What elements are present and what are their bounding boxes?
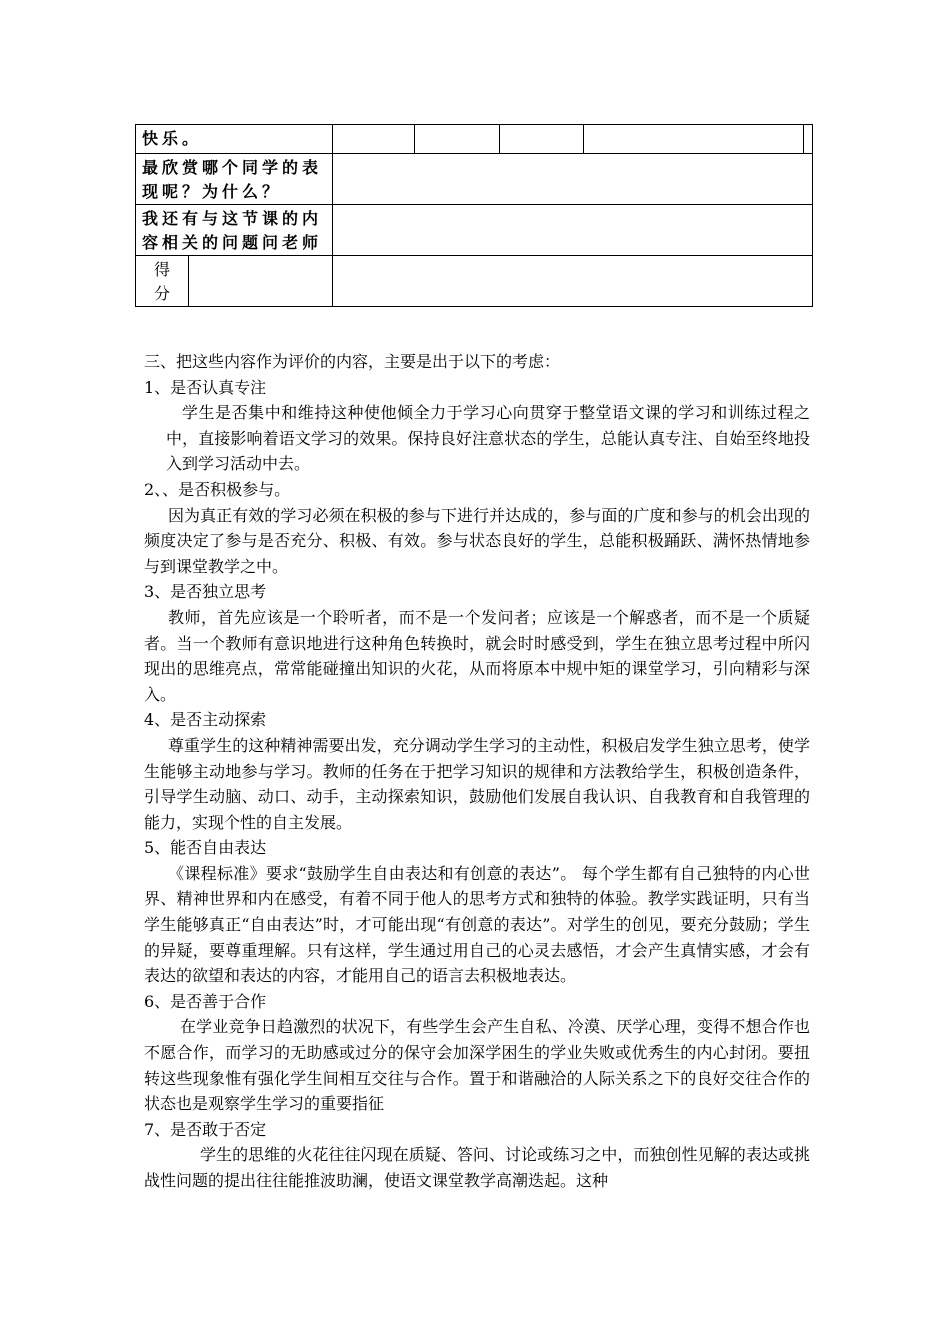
- intro-text: 三、把这些内容作为评价的内容，主要是出于以下的考虑：: [144, 352, 561, 371]
- evaluation-table: [135, 124, 813, 307]
- score-value-cell: [189, 256, 333, 307]
- section-heading: 1、是否认真专注: [144, 377, 267, 397]
- section-paragraph: 学生的思维的火花往往闪现在质疑、答问、讨论或练习之中，而独创性见解的表达或挑战性问题的提出往往能推波助澜，使语文课堂教学高潮迭起。这种: [144, 1145, 810, 1190]
- row-label-admire: 最欣赏哪个同学的表现呢？为什么？: [136, 154, 333, 205]
- section-paragraph: 尊重学生的这种精神需要出发，充分调动学生学习的主动性，积极启发学生独立思考，使学生能够主动地参与学习。教师的任务在于把学习知识的规律和方法教给学生，积极创造条件，引导学生动脑、动口、动手，主动探索知识，鼓励他们发展自我认识、自我教育和自我管理的能力，实现个性的自主发展。: [144, 735, 810, 832]
- row-label-question: 我还有与这节课的内容相关的问题问老师: [136, 205, 333, 256]
- table-cell: [500, 125, 584, 154]
- section-heading: 4、是否主动探索: [144, 710, 267, 730]
- table-cell: [333, 125, 415, 154]
- section-paragraph: 教师，首先应该是一个聆听者，而不是一个发问者；应该是一个解惑者，而不是一个质疑者。当一个教师有意识地进行这种角色转换时，就会时时感受到，学生在独立思考过程中所闪现出的思维亮点，常常能碰撞出知识的火花，从而将原本中规中矩的课堂学习，引向精彩与深入。: [144, 607, 810, 704]
- answer-cell: [333, 154, 813, 205]
- score-label: [136, 256, 189, 307]
- section-paragraph: 因为真正有效的学习必须在积极的参与下进行并达成的，参与面的广度和参与的机会出现的频度决定了参与是否充分、积极、有效。参与状态良好的学生，总能积极踊跃、满怀热情地参与到课堂教学之中。: [144, 505, 810, 576]
- section-heading: 5、能否自由表达: [144, 838, 267, 858]
- table-cell: [584, 125, 804, 154]
- section-heading: 2、、是否积极参与。: [144, 479, 291, 499]
- score-label-text: 得分: [153, 260, 170, 303]
- evaluation-table-grid: [135, 124, 813, 307]
- answer-cell: [333, 205, 813, 256]
- section-paragraph: 在学业竞争日趋激烈的状况下，有些学生会产生自私、冷漠、厌学心理，变得不想合作也不愿合作，而学习的无助感或过分的保守会加深学困生的学业失败或优秀生的内心封闭。要扭转这些现象惟有强化学生间相互交往与合作。置于和谐融洽的人际关系之下的良好交往合作的状态也是观察学生学习的重要指征: [144, 1017, 810, 1114]
- section-paragraph: 学生是否集中和维持这种使他倾全力于学习心向贯穿于整堂语文课的学习和训练过程之中，直接影响着语文学习的效果。保持良好注意状态的学生，总能认真专注、自始至终地投入到学习活动中去。: [166, 403, 810, 474]
- section-heading: 6、是否善于合作: [144, 991, 267, 1011]
- table-row: [136, 256, 813, 307]
- table-cell: [804, 125, 813, 154]
- table-row: [136, 205, 813, 256]
- document-body: [144, 349, 810, 1194]
- table-row: [136, 154, 813, 205]
- section-heading: 3、是否独立思考: [144, 582, 267, 602]
- answer-cell: [333, 256, 813, 307]
- section-heading: 7、是否敢于否定: [144, 1119, 267, 1139]
- row-label-happy: 快乐。: [136, 125, 333, 154]
- section-paragraph: 《课程标准》要求“鼓励学生自由表达和有创意的表达”。 每个学生都有自己独特的内心世界、精神世界和内在感受，有着不同于他人的思考方式和独特的体验。教学实践证明，只有当学生能够真正“自由表达”时，才可能出现“有创意的表达”。对学生的创见，要充分鼓励；学生的异疑，要尊重理解。只有这样，学生通过用自己的心灵去感悟，才会产生真情实感，才会有表达的欲望和表达的内容，才能用自己的语言去积极地表达。: [144, 863, 810, 986]
- table-row: [136, 125, 813, 154]
- table-cell: [415, 125, 500, 154]
